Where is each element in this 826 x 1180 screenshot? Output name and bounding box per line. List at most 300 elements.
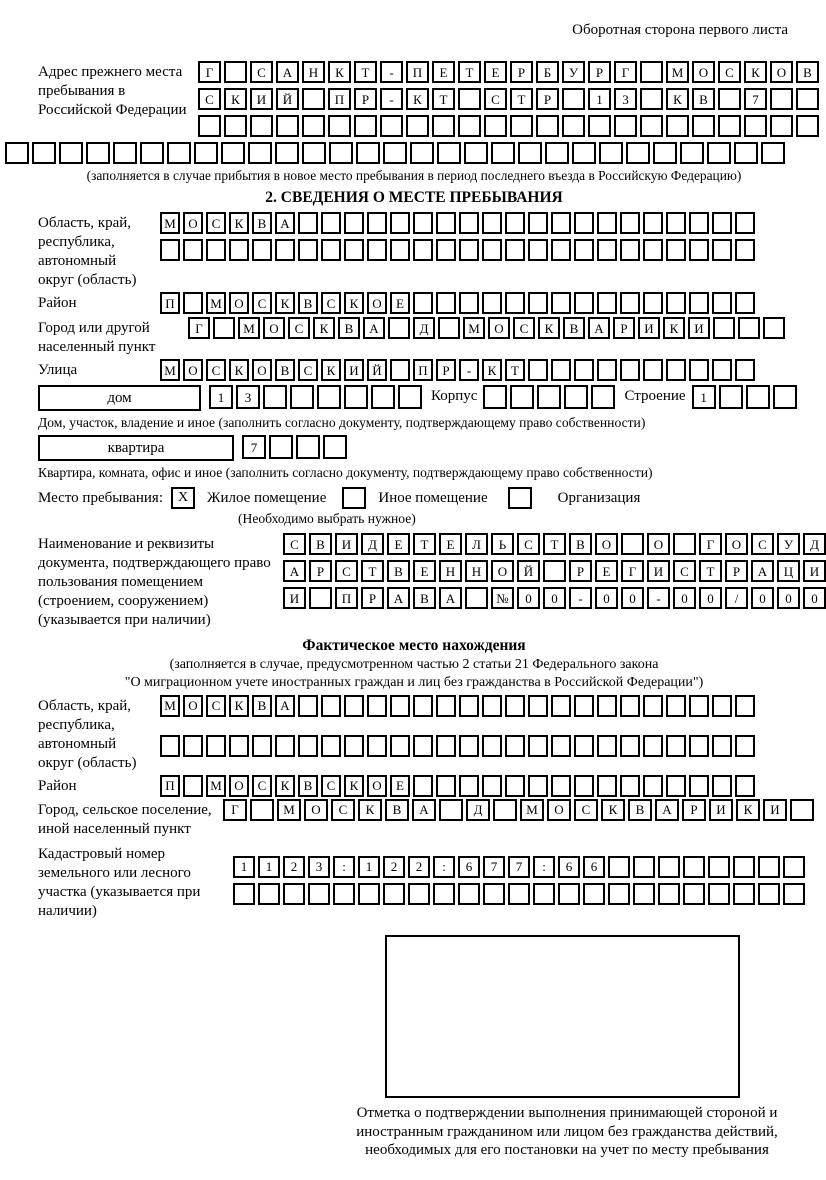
actual-location-title: Фактическое место нахождения [302,636,526,654]
char-box [643,695,663,717]
char-box [597,359,617,381]
char-box [383,142,407,164]
char-box [459,695,479,717]
char-box [410,142,434,164]
char-box [689,775,709,797]
char-box-row [160,775,755,797]
actual-region-field [38,695,790,773]
char-box [643,212,663,234]
char-box [413,212,433,234]
char-box: С [513,317,535,339]
char-box: М [520,799,544,821]
char-box: К [538,317,560,339]
char-box: А [276,61,299,83]
char-box: 3 [308,856,330,878]
cadastral-box-rows [233,843,805,905]
char-box [321,735,341,757]
char-box [328,115,351,137]
char-box: В [628,799,652,821]
char-box: П [160,775,180,797]
char-box [773,385,797,409]
char-box: А [275,695,295,717]
char-box [543,560,566,582]
house-widebox [38,385,201,411]
apartment-row [38,435,790,461]
char-box [413,735,433,757]
district-field [38,292,790,314]
char-box: Р [682,799,706,821]
char-box [770,115,793,137]
char-box: 2 [383,856,405,878]
char-box [302,115,325,137]
char-box: П [406,61,429,83]
char-box: С [574,799,598,821]
char-box [551,212,571,234]
char-box [658,883,680,905]
char-box: 7 [744,88,767,110]
char-box [183,239,203,261]
char-box [683,856,705,878]
document-box-rows [283,533,826,609]
char-box: О [491,560,514,582]
char-box: О [229,775,249,797]
char-box [344,735,364,757]
char-box [354,115,377,137]
char-box: П [328,88,351,110]
char-box [276,115,299,137]
char-box [712,239,732,261]
char-box [712,292,732,314]
char-box: С [321,292,341,314]
char-box: Й [276,88,299,110]
char-box: Р [725,560,748,582]
char-box [653,142,677,164]
char-box: С [484,88,507,110]
char-box [298,212,318,234]
char-box [551,735,571,757]
char-box [183,292,203,314]
char-box [367,239,387,261]
char-box: Й [517,560,540,582]
apartment-widebox [38,435,234,461]
char-box: 0 [777,587,800,609]
char-box [735,239,755,261]
char-box [458,883,480,905]
char-box [735,292,755,314]
char-box: О [263,317,285,339]
char-box [562,88,585,110]
char-box-row [242,435,347,459]
char-box [643,239,663,261]
char-box [167,142,191,164]
char-box [666,695,686,717]
char-box: 3 [236,385,260,409]
char-box [689,695,709,717]
char-box: А [439,587,462,609]
char-box: Р [588,61,611,83]
char-box: К [344,292,364,314]
char-box [528,359,548,381]
char-box [712,359,732,381]
char-box [439,799,463,821]
char-box [738,317,760,339]
char-box [528,239,548,261]
char-box [597,775,617,797]
char-box: 1 [692,385,716,409]
char-box-row [233,856,805,878]
stay-option-organization-checkbox [508,487,532,509]
char-box: О [367,775,387,797]
char-box: Г [188,317,210,339]
char-box [252,239,272,261]
char-box [275,239,295,261]
stay-option-other-premises-checkbox [342,487,366,509]
char-box [658,856,680,878]
char-box [689,292,709,314]
stay-option-other-premises-label: Иное помещение [378,489,488,506]
char-box [458,88,481,110]
char-box [344,695,364,717]
stroenie-label: Строение [624,388,686,405]
char-box: 1 [358,856,380,878]
char-box: Б [536,61,559,83]
char-box: С [252,775,272,797]
char-box: С [206,212,226,234]
char-box [183,735,203,757]
char-box [383,883,405,905]
char-box [302,142,326,164]
region-box-rows [160,212,755,261]
char-box [597,695,617,717]
char-box [484,115,507,137]
char-box [250,799,274,821]
char-box: О [229,292,249,314]
char-box [718,115,741,137]
char-box [198,115,221,137]
char-box [59,142,83,164]
char-box: Л [465,533,488,555]
char-box [713,317,735,339]
char-box: К [406,88,429,110]
char-box [528,212,548,234]
char-box: М [238,317,260,339]
char-box: О [183,212,203,234]
char-box [633,883,655,905]
char-box: Е [390,292,410,314]
char-box [735,212,755,234]
char-box [505,212,525,234]
char-box: Е [595,560,618,582]
char-box: В [387,560,410,582]
char-box: М [666,61,689,83]
char-box [263,385,287,409]
actual-location-note-1: (заполняется в случае, предусмотренном частью 2 статьи 21 Федерального закона [169,656,659,672]
char-box [482,239,502,261]
char-box: К [601,799,625,821]
char-box-row [198,115,819,137]
char-box: 1 [233,856,255,878]
char-box: В [338,317,360,339]
char-box [643,735,663,757]
char-box [783,856,805,878]
char-box: В [796,61,819,83]
char-box: 1 [588,88,611,110]
char-box [298,735,318,757]
char-box: С [288,317,310,339]
char-box-row [233,883,805,905]
stay-option-organization-label: Организация [557,489,641,506]
char-box [194,142,218,164]
char-box [505,695,525,717]
char-box: Т [413,533,436,555]
char-box: Р [436,359,456,381]
char-box: С [206,359,226,381]
char-box [608,883,630,905]
char-box: 3 [614,88,637,110]
char-box: И [335,533,358,555]
char-box: В [298,292,318,314]
char-box [367,695,387,717]
char-box [464,142,488,164]
char-box: С [321,775,341,797]
char-box: К [358,799,382,821]
char-box [269,435,293,459]
char-box: К [663,317,685,339]
char-box: О [725,533,748,555]
char-box: К [344,775,364,797]
char-box [250,115,273,137]
char-box [599,142,623,164]
char-box [518,142,542,164]
korpus-label: Корпус [431,388,478,405]
city-field [38,317,790,357]
char-box: К [229,695,249,717]
char-box: И [638,317,660,339]
char-box: С [283,533,306,555]
char-box [708,856,730,878]
char-box: - [380,61,403,83]
district-label: Район [38,295,77,312]
char-box: Е [432,61,455,83]
char-box: С [250,61,273,83]
char-box [572,142,596,164]
char-box: Р [613,317,635,339]
char-box [437,142,461,164]
char-box [746,385,770,409]
char-box: И [283,587,306,609]
stay-type-label: Место пребывания: [38,489,163,506]
char-box [763,317,785,339]
char-box: : [533,856,555,878]
char-box [433,883,455,905]
char-box [683,883,705,905]
char-box [640,115,663,137]
stay-type-note: (Необходимо выбрать нужное) [238,511,416,527]
char-box [298,239,318,261]
char-box [620,292,640,314]
char-box [574,695,594,717]
char-box: В [252,212,272,234]
char-box [689,359,709,381]
char-box [734,142,758,164]
char-box: О [770,61,793,83]
char-box: 1 [209,385,233,409]
char-box [482,695,502,717]
char-box [344,212,364,234]
char-box [482,735,502,757]
char-box [712,212,732,234]
char-box-row [223,799,814,821]
char-box [483,883,505,905]
char-box-row [692,385,797,409]
char-box [574,359,594,381]
char-box: Д [361,533,384,555]
char-box [413,239,433,261]
char-box: К [275,775,295,797]
char-box [770,88,793,110]
actual-city-label: Город, сельское поселение, иной населенный пункт [38,801,212,837]
char-box: 0 [699,587,722,609]
char-box [321,212,341,234]
char-box-row [188,317,785,339]
char-box [86,142,110,164]
char-box: О [595,533,618,555]
document-label: Наименование и реквизиты документа, подтверждающего право пользования помещением (строением, сооружением) (указывается при наличии) [38,536,271,629]
stay-option-residential-label: Жилое помещение [207,489,327,506]
char-box [482,775,502,797]
char-box [758,883,780,905]
char-box: : [333,856,355,878]
char-box [459,735,479,757]
char-box: О [692,61,715,83]
house-note: Дом, участок, владение и иное (заполнить согласно документу, подтверждающему право собственности) [38,415,646,431]
char-box [608,856,630,878]
region-label: Область, край, республика, автономный округ (область) [38,215,137,289]
char-box [371,385,395,409]
char-box [643,292,663,314]
char-box [388,317,410,339]
char-box [796,115,819,137]
stay-type-row [38,487,790,509]
char-box: 7 [508,856,530,878]
char-box [545,142,569,164]
char-box: С [673,560,696,582]
char-box [533,883,555,905]
char-box [536,115,559,137]
char-box: М [206,292,226,314]
prev-address-note: (заполняется в случае прибытия в новое место пребывания в период последнего въезда в Российскую Федерацию) [86,168,742,183]
char-box: С [331,799,355,821]
char-box: М [463,317,485,339]
char-box [140,142,164,164]
char-box [718,88,741,110]
header-note: Оборотная сторона первого листа [572,22,788,38]
char-box: В [252,695,272,717]
char-box [666,735,686,757]
char-box: К [736,799,760,821]
char-box [666,292,686,314]
char-box: 6 [583,856,605,878]
char-box [505,239,525,261]
char-box [537,385,561,409]
char-box [275,735,295,757]
char-box: О [367,292,387,314]
char-box: Р [309,560,332,582]
char-box: Н [302,61,325,83]
char-box: Т [354,61,377,83]
char-box: К [321,359,341,381]
actual-region-label: Область, край, республика, автономный округ (область) [38,697,137,771]
char-box [206,239,226,261]
char-box [459,292,479,314]
char-box: К [224,88,247,110]
char-box: К [229,212,249,234]
char-box: К [744,61,767,83]
char-box [666,239,686,261]
char-box: 2 [408,856,430,878]
char-box [574,212,594,234]
char-box: С [517,533,540,555]
char-box: В [563,317,585,339]
char-box [510,115,533,137]
char-box [708,883,730,905]
char-box: А [588,317,610,339]
char-box [321,695,341,717]
char-box: М [160,212,180,234]
char-box: К [229,359,249,381]
char-box: М [277,799,301,821]
char-box [597,239,617,261]
char-box: - [380,88,403,110]
char-box: - [569,587,592,609]
char-box: П [335,587,358,609]
char-box [735,735,755,757]
char-box: К [275,292,295,314]
apartment-note: Квартира, комната, офис и иное (заполнить согласно документу, подтверждающему право собственности) [38,465,653,481]
char-box [344,385,368,409]
section2-title: 2. СВЕДЕНИЯ О МЕСТЕ ПРЕБЫВАНИЯ [265,189,563,206]
char-box: О [252,359,272,381]
char-box: : [433,856,455,878]
char-box [32,142,56,164]
char-box [666,775,686,797]
char-box [620,212,640,234]
char-box [436,212,456,234]
char-box-row [483,385,615,409]
char-box: 6 [558,856,580,878]
char-box [344,239,364,261]
stay-option-residential-checkbox: X [171,487,195,509]
char-box [735,775,755,797]
char-box: Р [510,61,533,83]
char-box: Н [465,560,488,582]
char-box: Е [484,61,507,83]
char-box [583,883,605,905]
char-box: Р [361,587,384,609]
prev-address-box-rows [198,61,819,137]
char-box [692,115,715,137]
char-box: М [160,695,180,717]
char-box: 6 [458,856,480,878]
char-box [744,115,767,137]
char-box [229,239,249,261]
char-box: М [160,359,180,381]
char-box [551,359,571,381]
char-box [790,799,814,821]
char-box [551,695,571,717]
char-box [620,239,640,261]
char-box [436,239,456,261]
